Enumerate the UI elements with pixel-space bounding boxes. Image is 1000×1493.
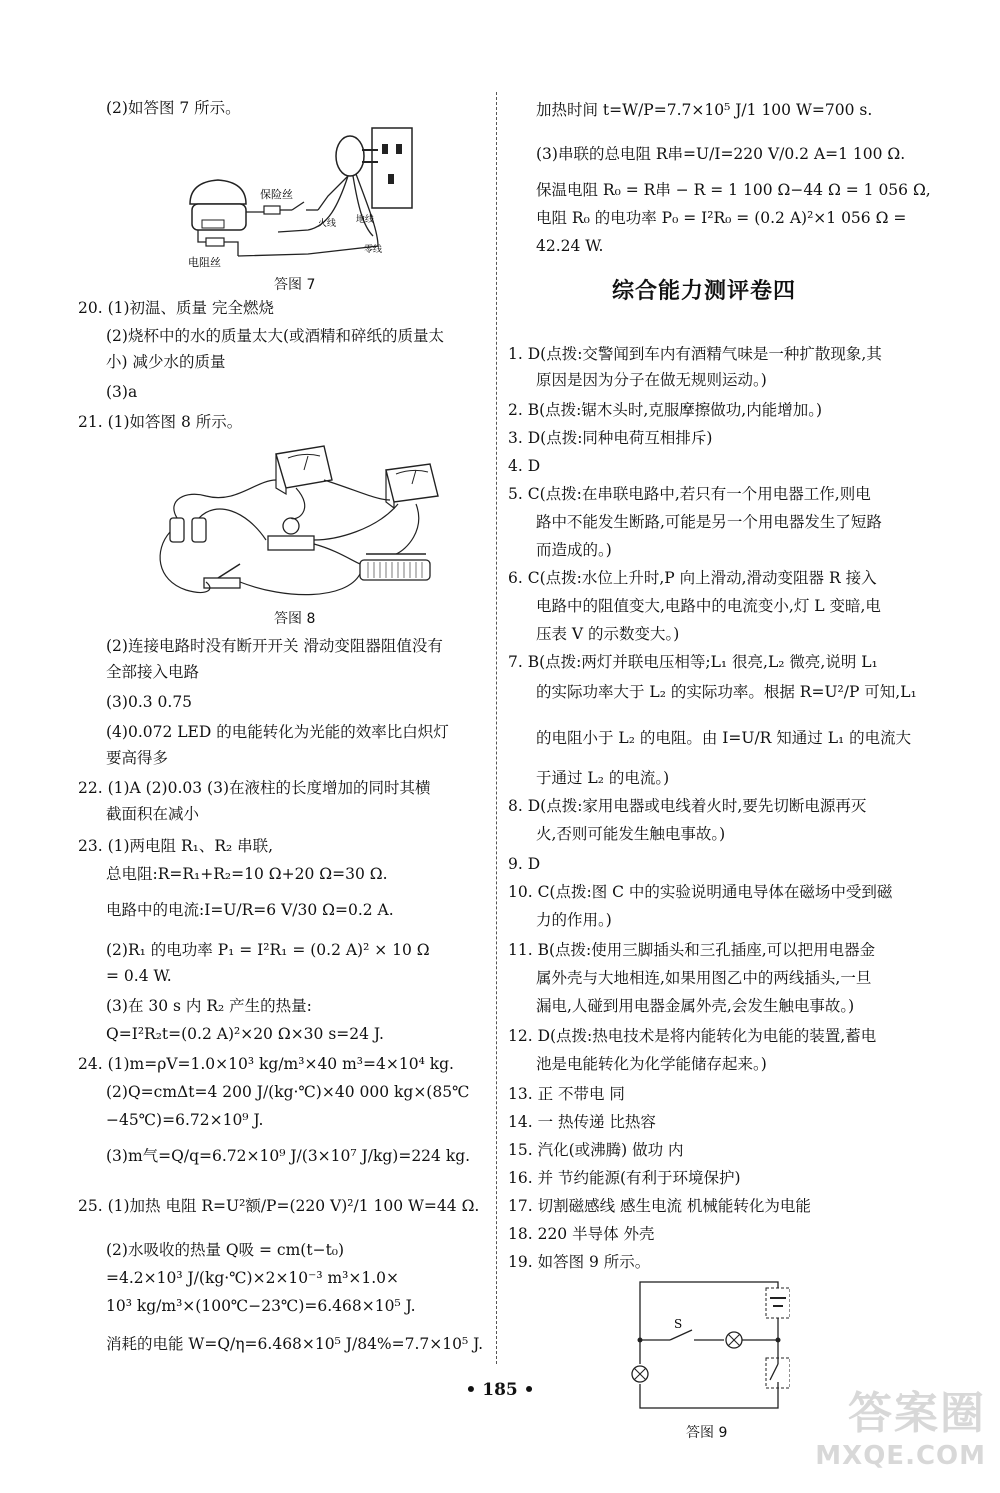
- right-text-line: 保温电阻 R₀ = R串 − R = 1 100 Ω−44 Ω = 1 056 Ω,: [536, 181, 931, 199]
- right-text-line: 18. 220 半导体 外壳: [508, 1225, 655, 1243]
- right-text-line: 火,否则可能发生触电事故。): [536, 825, 726, 843]
- right-text-line: 16. 并 节约能源(有利于环境保护): [508, 1169, 741, 1187]
- left-text-line: 25. (1)加热 电阻 R=U²额/P=(220 V)²/1 100 W=44 Ω.: [78, 1197, 480, 1215]
- right-text-line: 19. 如答图 9 所示。: [508, 1253, 651, 1271]
- left-text-line: (2)烧杯中的水的质量太大(或酒精和碎纸的质量太: [106, 327, 445, 345]
- figure-7-caption: 答图 7: [274, 277, 316, 293]
- right-text-line: 原因是因为分子在做无规则运动。): [536, 371, 767, 389]
- left-text-line: =4.2×10³ J/(kg·℃)×2×10⁻³ m³×1.0×: [106, 1269, 400, 1287]
- left-text-line: 22. (1)A (2)0.03 (3)在液柱的长度增加的同时其横: [78, 779, 431, 797]
- right-text-line: 42.24 W.: [536, 237, 604, 255]
- fig7-fuse-label: 保险丝: [260, 188, 293, 201]
- fig7-ground-label: 地线: [356, 215, 375, 225]
- right-text-line: 池是电能转化为化学能储存起来。): [536, 1055, 767, 1073]
- right-text-line: 的实际功率大于 L₂ 的实际功率。根据 R=U²/P 可知,L₁: [536, 683, 917, 701]
- section-heading: 综合能力测评卷四: [612, 279, 797, 304]
- right-text-line: 的电阻小于 L₂ 的电阻。由 I=U/R 知通过 L₁ 的电流大: [536, 729, 912, 747]
- figure-8-caption: 答图 8: [274, 611, 316, 627]
- right-text-line: 15. 汽化(或沸腾) 做功 内: [508, 1141, 684, 1159]
- left-text-line: 总电阻:R=R₁+R₂=10 Ω+20 Ω=30 Ω.: [106, 865, 388, 883]
- right-text-line: 加热时间 t=W/P=7.7×10⁵ J/1 100 W=700 s.: [536, 101, 873, 119]
- right-text-line: 11. B(点拨:使用三脚插头和三孔插座,可以把用电器金: [508, 941, 876, 959]
- left-text-line: (2)水吸收的热量 Q吸 = cm(t−t₀): [106, 1241, 345, 1259]
- left-text-line: (2)连接电路时没有断开开关 滑动变阻器阻值没有: [106, 637, 443, 655]
- left-text-line: (2)如答图 7 所示。: [106, 99, 241, 117]
- right-text-line: 3. D(点拨:同种电荷互相排斥): [508, 429, 713, 447]
- left-text-line: (3)在 30 s 内 R₂ 产生的热量:: [106, 997, 312, 1015]
- fig7-neutral-label: 零线: [364, 245, 383, 255]
- answer-figure-7: [188, 126, 418, 276]
- left-text-line: 24. (1)m=ρV=1.0×10³ kg/m³×40 m³=4×10⁴ kg.: [78, 1055, 454, 1073]
- left-text-line: (4)0.072 LED 的电能转化为光能的效率比白炽灯: [106, 723, 449, 741]
- right-text-line: 9. D: [508, 855, 541, 873]
- answer-figure-8: [146, 440, 446, 606]
- right-text-line: 7. B(点拨:两灯并联电压相等;L₁ 很亮,L₂ 微亮,说明 L₁: [508, 653, 878, 671]
- fig7-live-label: 火线: [318, 219, 337, 229]
- left-text-line: 23. (1)两电阻 R₁、R₂ 串联,: [78, 837, 274, 855]
- left-text-line: = 0.4 W.: [106, 967, 172, 985]
- right-text-line: 力的作用。): [536, 911, 612, 929]
- left-text-line: 20. (1)初温、质量 完全燃烧: [78, 299, 274, 317]
- right-text-line: 4. D: [508, 457, 541, 475]
- watermark-logo-text: 答案圈: [848, 1388, 986, 1439]
- left-text-line: 10³ kg/m³×(100℃−23℃)=6.468×10⁵ J.: [106, 1297, 416, 1315]
- left-text-line: (3)a: [106, 383, 138, 401]
- right-text-line: 电阻 R₀ 的电功率 P₀ = I²R₀ = (0.2 A)²×1 056 Ω =: [536, 209, 907, 227]
- right-text-line: 10. C(点拨:图 C 中的实验说明通电导体在磁场中受到磁: [508, 883, 893, 901]
- right-text-line: 而造成的。): [536, 541, 612, 559]
- page-number: • 185 •: [465, 1380, 535, 1400]
- right-text-line: 漏电,人碰到用电器金属外壳,会发生触电事故。): [536, 997, 855, 1015]
- left-text-line: −45℃)=6.72×10⁹ J.: [106, 1111, 264, 1129]
- left-text-line: 小) 减少水的质量: [106, 353, 226, 371]
- watermark-url: MXQE.COM: [815, 1441, 986, 1471]
- right-text-line: 17. 切割磁感线 感生电流 机械能转化为电能: [508, 1197, 811, 1215]
- fig7-resistor-label: 电阻丝: [188, 256, 221, 269]
- fig9-switch-label: S: [674, 1317, 683, 1331]
- right-text-line: 压表 V 的示数变大。): [536, 625, 680, 643]
- left-text-line: 电路中的电流:I=U/R=6 V/30 Ω=0.2 A.: [106, 901, 394, 919]
- left-text-line: (2)R₁ 的电功率 P₁ = I²R₁ = (0.2 A)² × 10 Ω: [106, 941, 430, 959]
- left-text-line: (3)m气=Q/q=6.72×10⁹ J/(3×10⁷ J/kg)=224 kg.: [106, 1147, 471, 1165]
- right-text-line: 属外壳与大地相连,如果用图乙中的两线插头,一旦: [536, 969, 872, 987]
- left-text-line: 消耗的电能 W=Q/η=6.468×10⁵ J/84%=7.7×10⁵ J.: [106, 1335, 484, 1353]
- right-text-line: 于通过 L₂ 的电流。): [536, 769, 670, 787]
- left-text-line: 21. (1)如答图 8 所示。: [78, 413, 243, 431]
- left-text-line: 全部接入电路: [106, 663, 200, 681]
- right-text-line: 13. 正 不带电 同: [508, 1085, 625, 1103]
- right-text-line: (3)串联的总电阻 R串=U/I=220 V/0.2 A=1 100 Ω.: [536, 145, 906, 163]
- right-text-line: 电路中的阻值变大,电路中的电流变小,灯 L 变暗,电: [536, 597, 881, 615]
- right-text-line: 6. C(点拨:水位上升时,P 向上滑动,滑动变阻器 R 接入: [508, 569, 877, 587]
- left-text-line: (3)0.3 0.75: [106, 693, 193, 711]
- right-text-line: 1. D(点拨:交警闻到车内有酒精气味是一种扩散现象,其: [508, 345, 882, 363]
- right-text-line: 14. 一 热传递 比热容: [508, 1113, 656, 1131]
- right-text-line: 12. D(点拨:热电技术是将内能转化为电能的装置,蓄电: [508, 1027, 877, 1045]
- right-text-line: 2. B(点拨:锯木头时,克服摩擦做功,内能增加。): [508, 401, 823, 419]
- figure-9-caption: 答图 9: [686, 1425, 728, 1441]
- left-text-line: 截面积在减小: [106, 805, 200, 823]
- watermark: [815, 1377, 986, 1471]
- column-divider: [496, 92, 497, 1364]
- left-text-line: 要高得多: [106, 749, 169, 767]
- left-text-line: Q=I²R₂t=(0.2 A)²×20 Ω×30 s=24 J.: [106, 1025, 384, 1043]
- right-text-line: 8. D(点拨:家用电器或电线着火时,要先切断电源再灭: [508, 797, 867, 815]
- right-text-line: 5. C(点拨:在串联电路中,若只有一个用电器工作,则电: [508, 485, 871, 503]
- left-text-line: (2)Q=cmΔt=4 200 J/(kg·℃)×40 000 kg×(85℃: [106, 1083, 470, 1101]
- right-text-line: 路中不能发生断路,可能是另一个用电器发生了短路: [536, 513, 882, 531]
